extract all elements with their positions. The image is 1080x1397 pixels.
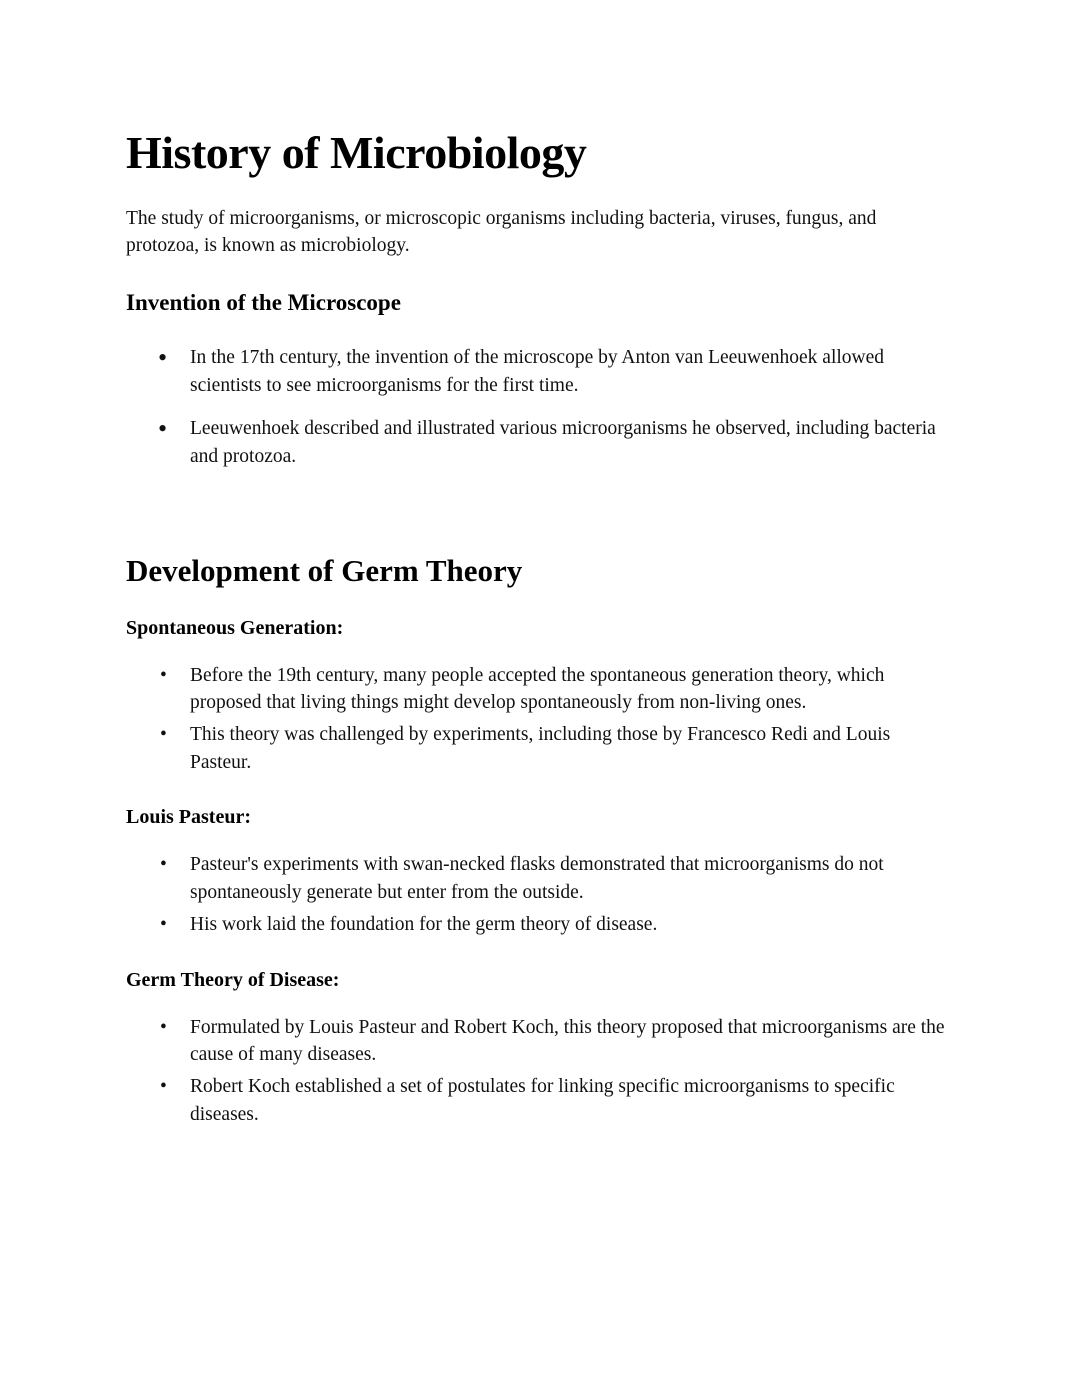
louis-pasteur-bullet-list [126, 851, 950, 938]
list-item: • Pasteur's experiments with swan-necked flasks demonstrated that microorganisms do not spontaneously generate but enter from the outside. [126, 851, 950, 906]
list-item: • In the 17th century, the invention of the microscope by Anton van Leeuwenhoek allowed scientists to see microorganisms for the first time. [126, 344, 950, 399]
heading-spontaneous-generation: Spontaneous Generation: [126, 616, 344, 639]
list-item: • Before the 19th century, many people accepted the spontaneous generation theory, which proposed that living things might develop spontaneously from non-living ones. [126, 662, 950, 717]
spacer [126, 501, 950, 517]
heading-invention-of-the-microscope: Invention of the Microscope [126, 289, 401, 315]
germ-theory-of-disease-bullet-list [126, 1014, 950, 1129]
page-title: History of Microbiology [126, 127, 587, 178]
heading-louis-pasteur: Louis Pasteur: [126, 806, 251, 829]
intro-paragraph: The study of microorganisms, or microscopic organisms including bacteria, viruses, fungus, and protozoa, is known as microbiology. [126, 207, 877, 257]
list-item: • Formulated by Louis Pasteur and Robert Koch, this theory proposed that microorganisms are the cause of many diseases. [126, 1014, 950, 1069]
heading-development-of-germ-theory: Development of Germ Theory [126, 552, 523, 588]
list-item: • Leeuwenhoek described and illustrated various microorganisms he observed, including bacteria and protozoa. [126, 415, 950, 470]
list-item: • Robert Koch established a set of postulates for linking specific microorganisms to specific diseases. [126, 1073, 950, 1128]
spontaneous-generation-bullet-list [126, 662, 950, 777]
invention-bullet-list [126, 344, 950, 471]
list-item: • This theory was challenged by experiments, including those by Francesco Redi and Louis Pasteur. [126, 721, 950, 776]
heading-germ-theory-of-disease: Germ Theory of Disease: [126, 968, 340, 991]
list-item: • His work laid the foundation for the germ theory of disease. [126, 911, 950, 939]
